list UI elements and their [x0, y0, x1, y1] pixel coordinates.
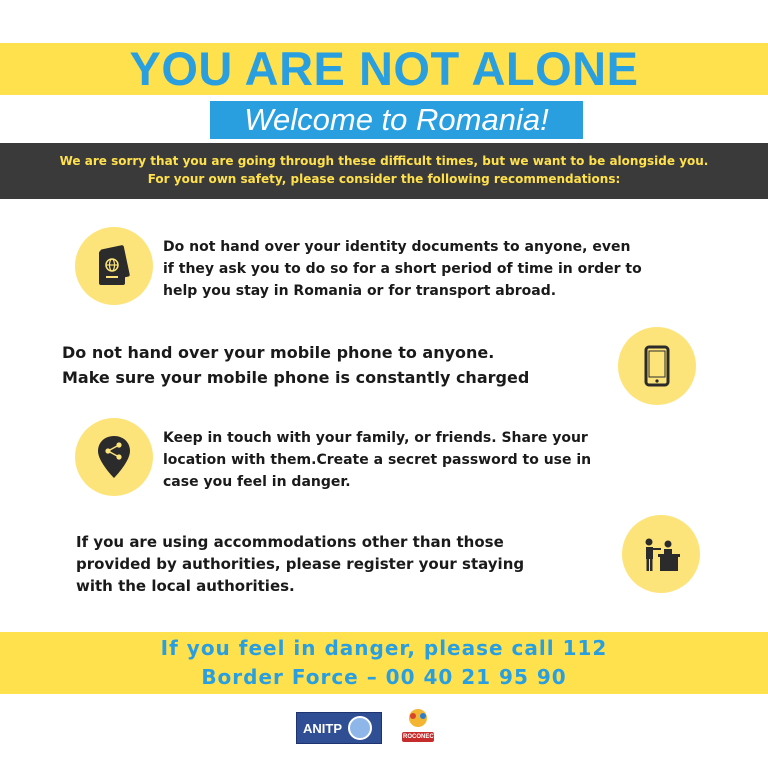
- recommendation-4-line-2: provided by authorities, please register your staying: [76, 555, 525, 573]
- anitp-emblem-icon: [348, 716, 372, 740]
- roconect-logo: [396, 704, 440, 748]
- page-subtitle: Welcome to Romania!: [244, 102, 549, 137]
- notice-text: [0, 152, 768, 188]
- recommendation-3-line-1: Keep in touch with your family, or friends. Share your: [163, 430, 588, 446]
- recommendation-3-line-2: location with them.Create a secret password to use in: [163, 452, 592, 468]
- anitp-logo-text: ANITP: [303, 720, 342, 736]
- recommendation-2-text: [62, 340, 529, 390]
- recommendation-4-line-3: with the local authorities.: [76, 577, 295, 595]
- recommendation-4-text: [76, 531, 524, 597]
- recommendation-1-line-3: help you stay in Romania or for transport abroad.: [163, 283, 557, 299]
- recommendation-4-line-1: If you are using accommodations other than those: [76, 533, 504, 551]
- emergency-line-2: Border Force – 00 40 21 95 90: [201, 665, 567, 689]
- page-title: YOU ARE NOT ALONE: [129, 42, 639, 95]
- recommendation-1-text: [163, 236, 642, 302]
- reception-desk-icon: [622, 515, 700, 593]
- recommendation-1-line-1: Do not hand over your identity documents to anyone, even: [163, 239, 631, 255]
- location-share-icon: [75, 418, 153, 496]
- recommendation-2-line-2: Make sure your mobile phone is constantly charged: [62, 368, 530, 387]
- mobile-phone-icon: [618, 327, 696, 405]
- recommendation-3-line-3: case you feel in danger.: [163, 474, 351, 490]
- notice-line-2: For your own safety, please consider the following recommendations:: [147, 172, 621, 186]
- passport-icon: [75, 227, 153, 305]
- anitp-logo: [296, 712, 382, 744]
- emergency-line-1: If you feel in danger, please call 112: [160, 636, 608, 660]
- emergency-text: [0, 634, 768, 692]
- recommendation-1-line-2: if they ask you to do so for a short period of time in order to: [163, 261, 642, 277]
- notice-line-1: We are sorry that you are going through these difficult times, but we want to be alongside you.: [59, 154, 709, 168]
- recommendation-2-line-1: Do not hand over your mobile phone to anyone.: [62, 343, 495, 362]
- roconect-logo-text: ROCONECT: [403, 734, 438, 740]
- recommendation-3-text: [163, 427, 591, 493]
